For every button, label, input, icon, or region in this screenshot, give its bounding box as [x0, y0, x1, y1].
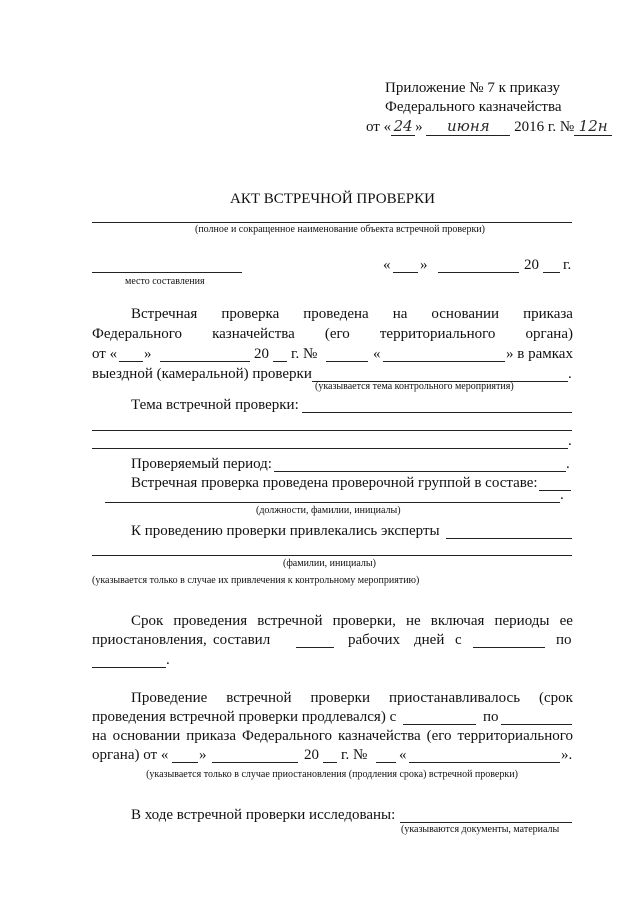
- para1-line-1: Встречная проверка проведена на основании приказа: [131, 306, 573, 322]
- date-month-line: [438, 272, 519, 273]
- date-year-prefix: 20: [524, 257, 539, 273]
- susp-number-line: [376, 762, 396, 763]
- period-label: Проверяемый период:: [131, 456, 272, 472]
- para1-close-quote: »: [144, 346, 152, 362]
- susp-order-name-line: [409, 762, 560, 763]
- para1-year-prefix: 20: [254, 346, 269, 362]
- topic-line-2: [92, 430, 572, 431]
- topic-line-1: [302, 412, 572, 413]
- group-line-2: [105, 502, 560, 503]
- period-line: [274, 471, 566, 472]
- date-open-quote: «: [383, 257, 391, 273]
- para1-inspection-type: выездной (камеральной) проверки: [92, 366, 312, 382]
- order-day: 24: [391, 117, 415, 136]
- susp-year-prefix: 20: [304, 747, 319, 763]
- para1-number-line: [326, 361, 368, 362]
- investigated-label: В ходе встречной проверки исследованы:: [131, 807, 396, 823]
- header-line-1: Приложение № 7 к приказу: [385, 80, 560, 96]
- header-line-3: от « 24 » июня 2016 г. № 12н: [366, 117, 612, 136]
- term-to-word: по: [556, 632, 572, 648]
- experts-label: К проведению проверки привлекались эксперты: [131, 523, 440, 539]
- date-day-line: [393, 272, 418, 273]
- susp-from-label: органа) от «: [92, 747, 169, 763]
- susp-extended-label: проведения встречной проверки продлевался) с: [92, 709, 397, 725]
- experts-caption: (фамилии, инициалы): [283, 558, 376, 569]
- header-line-2: Федерального казначейства: [385, 99, 562, 115]
- para1-line-2: Федерального казначейства (его территориального органа): [92, 326, 573, 342]
- susp-to-word: по: [483, 709, 499, 725]
- order-month: июня: [426, 117, 510, 136]
- group-caption: (должности, фамилии, инициалы): [256, 505, 401, 516]
- date-close-quote: »: [420, 257, 428, 273]
- date-year-line: [543, 272, 560, 273]
- susp-caption: (указывается только в случае приостановления (продления срока) встречной проверки): [146, 769, 518, 780]
- group-label: Встречная проверка проведена проверочной группой в составе:: [131, 475, 538, 491]
- order-number: 12н: [574, 117, 612, 136]
- para1-period: .: [568, 366, 572, 382]
- term-working-word: рабочих: [348, 632, 400, 648]
- para1-caption: (указывается тема контрольного мероприятия): [315, 381, 514, 392]
- object-name-line: [92, 222, 572, 223]
- susp-open-quote: «: [399, 747, 407, 763]
- susp-year-line: [323, 762, 337, 763]
- susp-close-quote: »: [199, 747, 207, 763]
- experts-note: (указывается только в случае их привлечения к контрольному мероприятию): [92, 575, 420, 586]
- investigated-caption: (указываются документы, материалы: [401, 824, 560, 835]
- term-suspension-word: приостановления,: [92, 632, 207, 648]
- term-days-line: [296, 647, 334, 648]
- place-caption: место составления: [125, 276, 205, 287]
- para1-open-quote: «: [373, 346, 381, 362]
- term-period: .: [166, 652, 170, 668]
- topic-label: Тема встречной проверки:: [131, 397, 299, 413]
- susp-number-label: г. №: [341, 747, 368, 763]
- term-to-line: [92, 667, 166, 668]
- term-amount-word: составил: [213, 632, 271, 648]
- para1-number-label: г. №: [291, 346, 318, 362]
- investigated-line: [400, 822, 572, 823]
- topic-line-3: [92, 448, 568, 449]
- para1-year-line: [273, 361, 287, 362]
- group-line-1: [539, 490, 571, 491]
- document-title: АКТ ВСТРЕЧНОЙ ПРОВЕРКИ: [230, 191, 435, 207]
- place-line: [92, 272, 242, 273]
- experts-line-1: [446, 538, 572, 539]
- group-period: .: [560, 487, 564, 503]
- para1-from-label: от «: [92, 346, 118, 362]
- term-line-1: Срок проведения встречной проверки, не включая периоды ее: [131, 613, 573, 629]
- para1-month-line: [160, 361, 250, 362]
- para1-in-scope: » в рамках: [506, 346, 573, 362]
- period-dot: .: [566, 456, 570, 472]
- susp-line-3: на основании приказа Федерального казначейства (его территориального: [92, 728, 573, 744]
- susp-month-line: [212, 762, 298, 763]
- susp-from-line: [403, 724, 476, 725]
- term-days-word: дней: [414, 632, 445, 648]
- topic-period: .: [568, 433, 572, 449]
- para1-day-line: [119, 361, 143, 362]
- experts-line-2: [92, 555, 572, 556]
- para1-order-name-line: [383, 361, 505, 362]
- susp-line-1: Проведение встречной проверки приостанавливалось (срок: [131, 690, 573, 706]
- date-suffix: г.: [563, 257, 572, 273]
- susp-day-line: [172, 762, 198, 763]
- term-from-line: [473, 647, 545, 648]
- susp-end-quote: ».: [561, 747, 573, 763]
- term-from-word: с: [455, 632, 462, 648]
- object-name-caption: (полное и сокращенное наименование объекта встречной проверки): [195, 224, 485, 235]
- susp-to-line: [501, 724, 572, 725]
